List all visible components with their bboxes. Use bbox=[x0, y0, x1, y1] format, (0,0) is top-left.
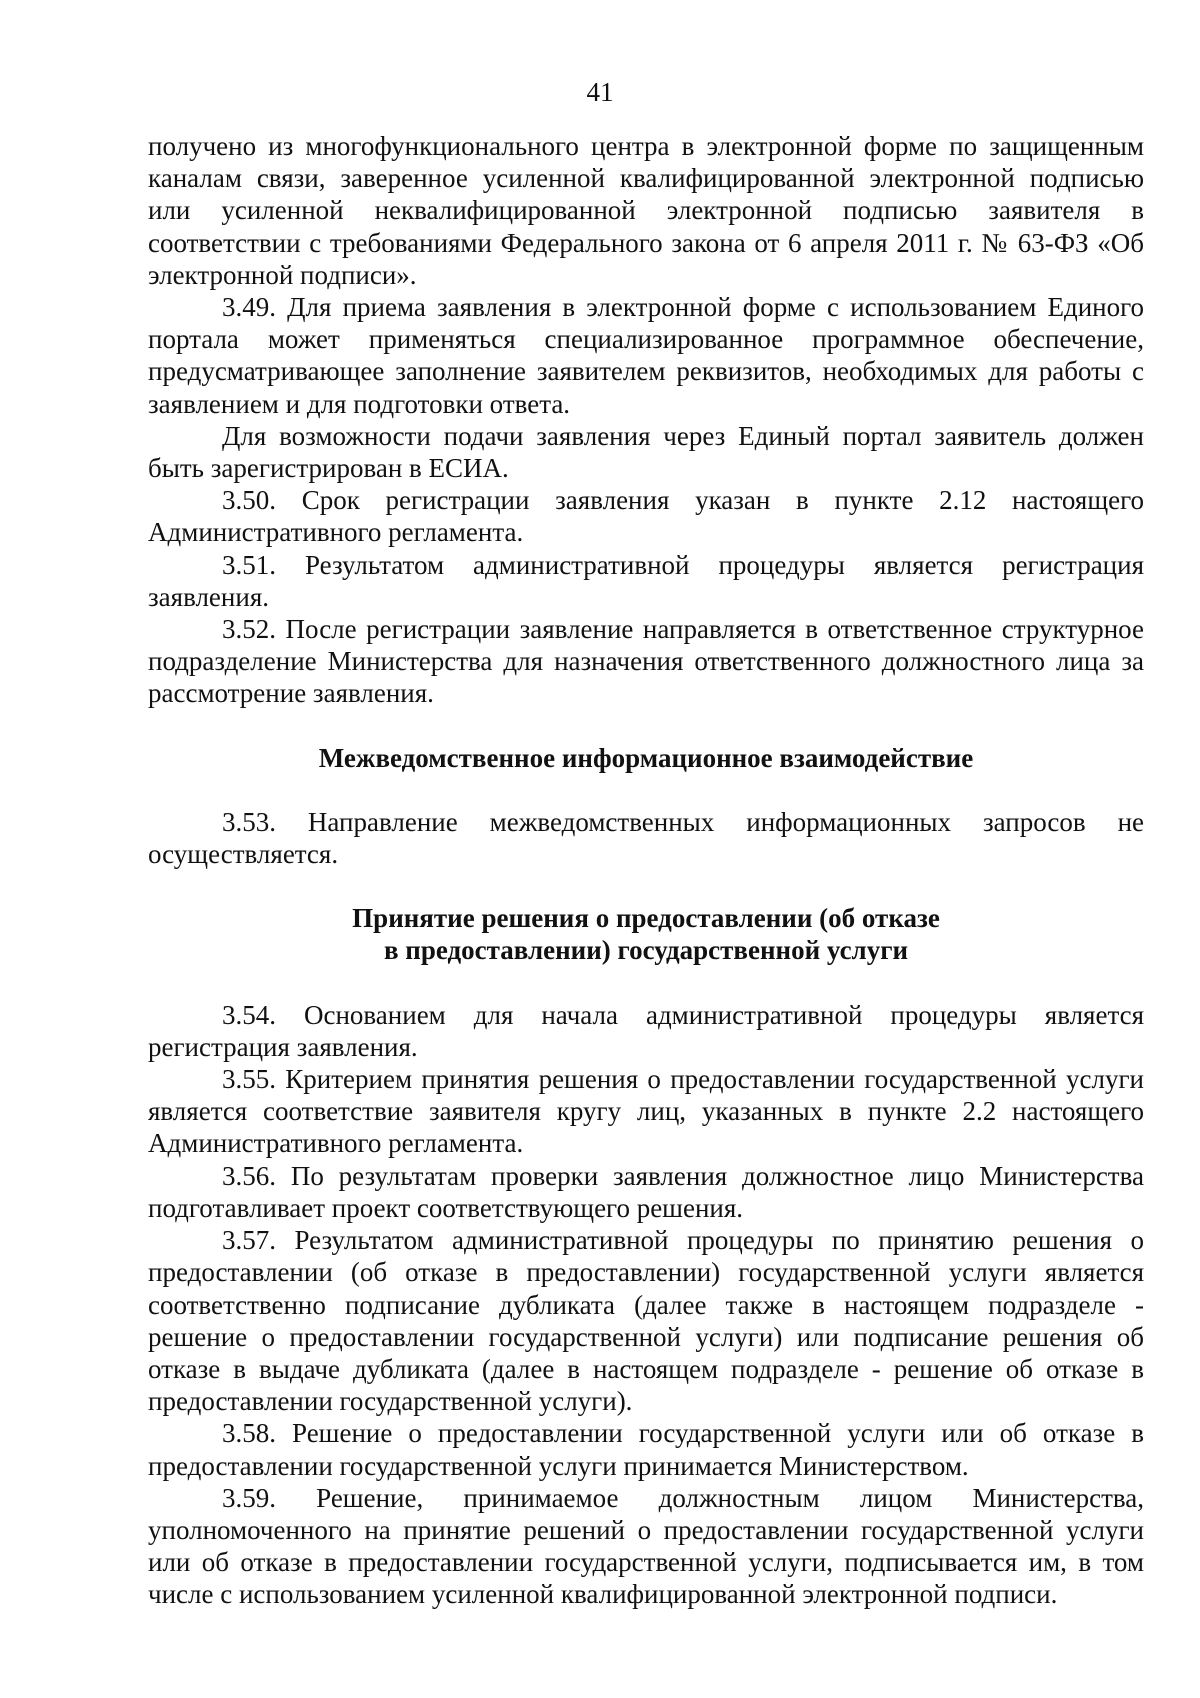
section-heading-decision-line-1: Принятие решения о предоставлении (об отказе bbox=[352, 903, 940, 934]
paragraph-3-52: 3.52. После регистрации заявление направляется в ответственное структурное подразделение Министерства для назначения ответственного должностного лица за рассмотрение заявления. bbox=[148, 614, 1144, 709]
paragraph-3-55: 3.55. Критерием принятия решения о предоставлении государственной услуги является соответствие заявителя кругу лиц, указанных в пункте 2.2 настоящего Административного регламента. bbox=[148, 1064, 1144, 1159]
page-number: 41 bbox=[586, 77, 614, 107]
paragraph-continuation: получено из многофункционального центра в электронной форме по защищенным каналам связи, заверенное усиленной квалифицированной электронной подписью или усиленной неквалифицированной электронной подписью заявителя в соответствии с требованиями Федерального закона от 6 апреля 2011 г. № 63-ФЗ «Об электронной подписи». bbox=[148, 131, 1144, 290]
paragraph-3-57: 3.57. Результатом административной процедуры по принятию решения о предоставлении (об отказе в предоставлении) государственной услуги является соответственно подписание дубликата (далее также в настоящем подразделе - решение о предоставлении государственной услуги) или подписание решения об отказе в выдаче дубликата (далее в настоящем подразделе - решение об отказе в предоставлении государственной услуги). bbox=[148, 1225, 1144, 1417]
paragraph-3-54: 3.54. Основанием для начала административной процедуры является регистрация заявления. bbox=[148, 999, 1144, 1062]
paragraph-3-49-esia: Для возможности подачи заявления через Единый портал заявитель должен быть зарегистрирован в ЕСИА. bbox=[148, 420, 1144, 484]
paragraph-3-49: 3.49. Для приема заявления в электронной форме с использованием Единого портала может применяться специализированное программное обеспечение, предусматривающее заполнение заявителем реквизитов, необходимых для работы с заявлением и для подготовки ответа. bbox=[148, 292, 1144, 419]
section-gap bbox=[148, 870, 1144, 902]
section-heading-interagency: Межведомственное информационное взаимодействие bbox=[318, 742, 974, 773]
section-gap bbox=[148, 710, 1144, 742]
paragraph-3-59: 3.59. Решение, принимаемое должностным лицом Министерства, уполномоченного на принятие решений о предоставлении государственной услуги или об отказе в предоставлении государственной услуги, подписывается им, в том числе с использованием усиленной квалифицированной электронной подписи. bbox=[148, 1482, 1144, 1610]
paragraph-3-51: 3.51. Результатом административной процедуры является регистрация заявления. bbox=[148, 549, 1144, 612]
paragraph-3-56: 3.56. По результатам проверки заявления должностное лицо Министерства подготавливает проект соответствующего решения. bbox=[148, 1160, 1144, 1223]
paragraph-3-53: 3.53. Направление межведомственных информационных запросов не осуществляется. bbox=[148, 806, 1144, 870]
paragraph-3-50: 3.50. Срок регистрации заявления указан в пункте 2.12 настоящего Административного регламента. bbox=[148, 485, 1144, 548]
paragraph-3-58: 3.58. Решение о предоставлении государственной услуги или об отказе в предоставлении государственной услуги принимается Министерством. bbox=[148, 1418, 1144, 1481]
document-body bbox=[148, 130, 1144, 1611]
section-heading-decision-line-2: в предоставлении) государственной услуги bbox=[383, 935, 909, 966]
section-gap bbox=[148, 774, 1144, 806]
section-gap bbox=[148, 967, 1144, 999]
